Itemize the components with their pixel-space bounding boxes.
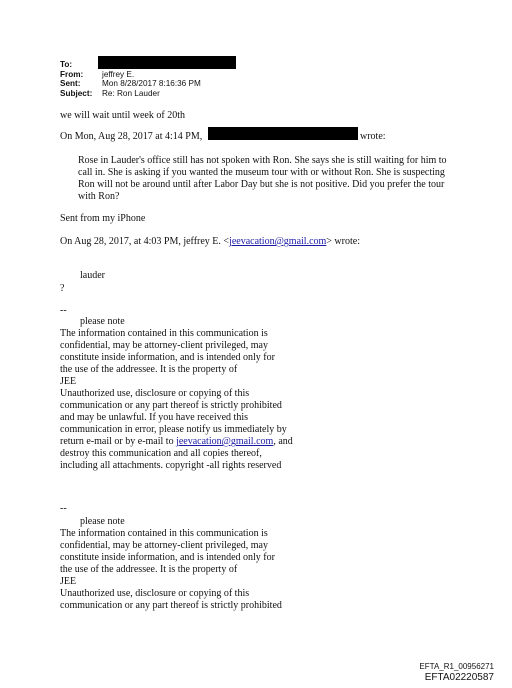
from-value: jeffrey E. — [102, 69, 135, 79]
disclaimer2-dashes: -- — [60, 503, 67, 514]
disclaimer1-dashes: -- — [60, 305, 67, 316]
disclaimer1-line: communication or any part thereof is strictly prohibited — [60, 400, 282, 411]
disclaimer1-line: destroy this communication and all copies thereof, — [60, 448, 262, 459]
disclaimer2-line: constitute inside information, and is intended only for — [60, 552, 275, 563]
quote1-attribution-prefix: On Mon, Aug 28, 2017 at 4:14 PM, — [60, 131, 203, 142]
disclaimer1-line — [60, 436, 293, 448]
footer-id-small: EFTA_R1_00956271 — [419, 662, 494, 671]
quote1-line-1: Rose in Lauder's office still has not spoken with Ron. She says she is still waiting for him to — [78, 155, 447, 166]
sent-value: Mon 8/28/2017 8:16:36 PM — [102, 79, 201, 89]
question-mark: ? — [60, 283, 65, 294]
from-row — [60, 70, 201, 80]
disclaimer2-line: confidential, may be attorney-client privileged, may — [60, 540, 268, 551]
to-label: To: — [60, 60, 73, 69]
sent-from-line: Sent from my iPhone — [60, 213, 146, 224]
disclaimer1-line: JEE — [60, 376, 77, 387]
disclaimer2-line: JEE — [60, 576, 77, 587]
quote1-attribution-suffix: wrote: — [360, 131, 386, 142]
disclaimer2-line: Unauthorized use, disclosure or copying of this — [60, 588, 250, 599]
quote2-email-link[interactable]: jeevacation@gmail.com — [229, 236, 327, 247]
disclaimer2-line: the use of the addressee. It is the property of — [60, 564, 238, 575]
redaction-bar-sender — [208, 127, 358, 140]
disclaimer1-l10-suffix: , and — [273, 436, 293, 447]
reply-line: we will wait until week of 20th — [60, 110, 185, 121]
disclaimer1-title: please note — [80, 316, 125, 327]
quote1-line-2: call in. She is asking if you wanted the museum tour with or without Ron. She is suspecting — [78, 167, 445, 178]
quote2-prefix: On Aug 28, 2017, at 4:03 PM, jeffrey E. < — [60, 236, 230, 247]
disclaimer1-line: The information contained in this communication is — [60, 328, 268, 339]
subject-label: Subject: — [60, 88, 93, 98]
from-label: From: — [60, 69, 84, 79]
subject-row — [60, 89, 201, 99]
footer-id-large: EFTA02220587 — [424, 672, 494, 683]
inner-message-text: lauder — [80, 270, 105, 281]
disclaimer2-line: communication or any part thereof is strictly prohibited — [60, 600, 282, 611]
disclaimer1-line: including all attachments. copyright -all rights reserved — [60, 460, 282, 471]
disclaimer1-line: confidential, may be attorney-client privileged, may — [60, 340, 268, 351]
disclaimer1-line: communication in error, please notify us immediately by — [60, 424, 287, 435]
quote1-line-3: Ron will not be around until after Labor Day but she is not positive. Did you prefer the tour — [78, 179, 445, 190]
quote1-line-4: with Ron? — [78, 191, 120, 202]
disclaimer2-title: please note — [80, 516, 125, 527]
sent-row — [60, 79, 201, 89]
disclaimer2-line: The information contained in this communication is — [60, 528, 268, 539]
disclaimer1-email-link[interactable]: jeevacation@gmail.com — [176, 436, 274, 447]
quote2-suffix: > wrote: — [326, 236, 360, 247]
disclaimer1-line: the use of the addressee. It is the property of — [60, 364, 238, 375]
disclaimer1-line: Unauthorized use, disclosure or copying of this — [60, 388, 250, 399]
sent-label: Sent: — [60, 79, 81, 89]
quote2-attribution — [60, 236, 360, 248]
subject-value: Re: Ron Lauder — [102, 88, 160, 98]
redaction-bar-recipient — [98, 56, 236, 69]
disclaimer1-line: and may be unlawful. If you have received this — [60, 412, 248, 423]
disclaimer1-line: constitute inside information, and is intended only for — [60, 352, 275, 363]
disclaimer1-l10-prefix: return e-mail or by e-mail to — [60, 436, 177, 447]
